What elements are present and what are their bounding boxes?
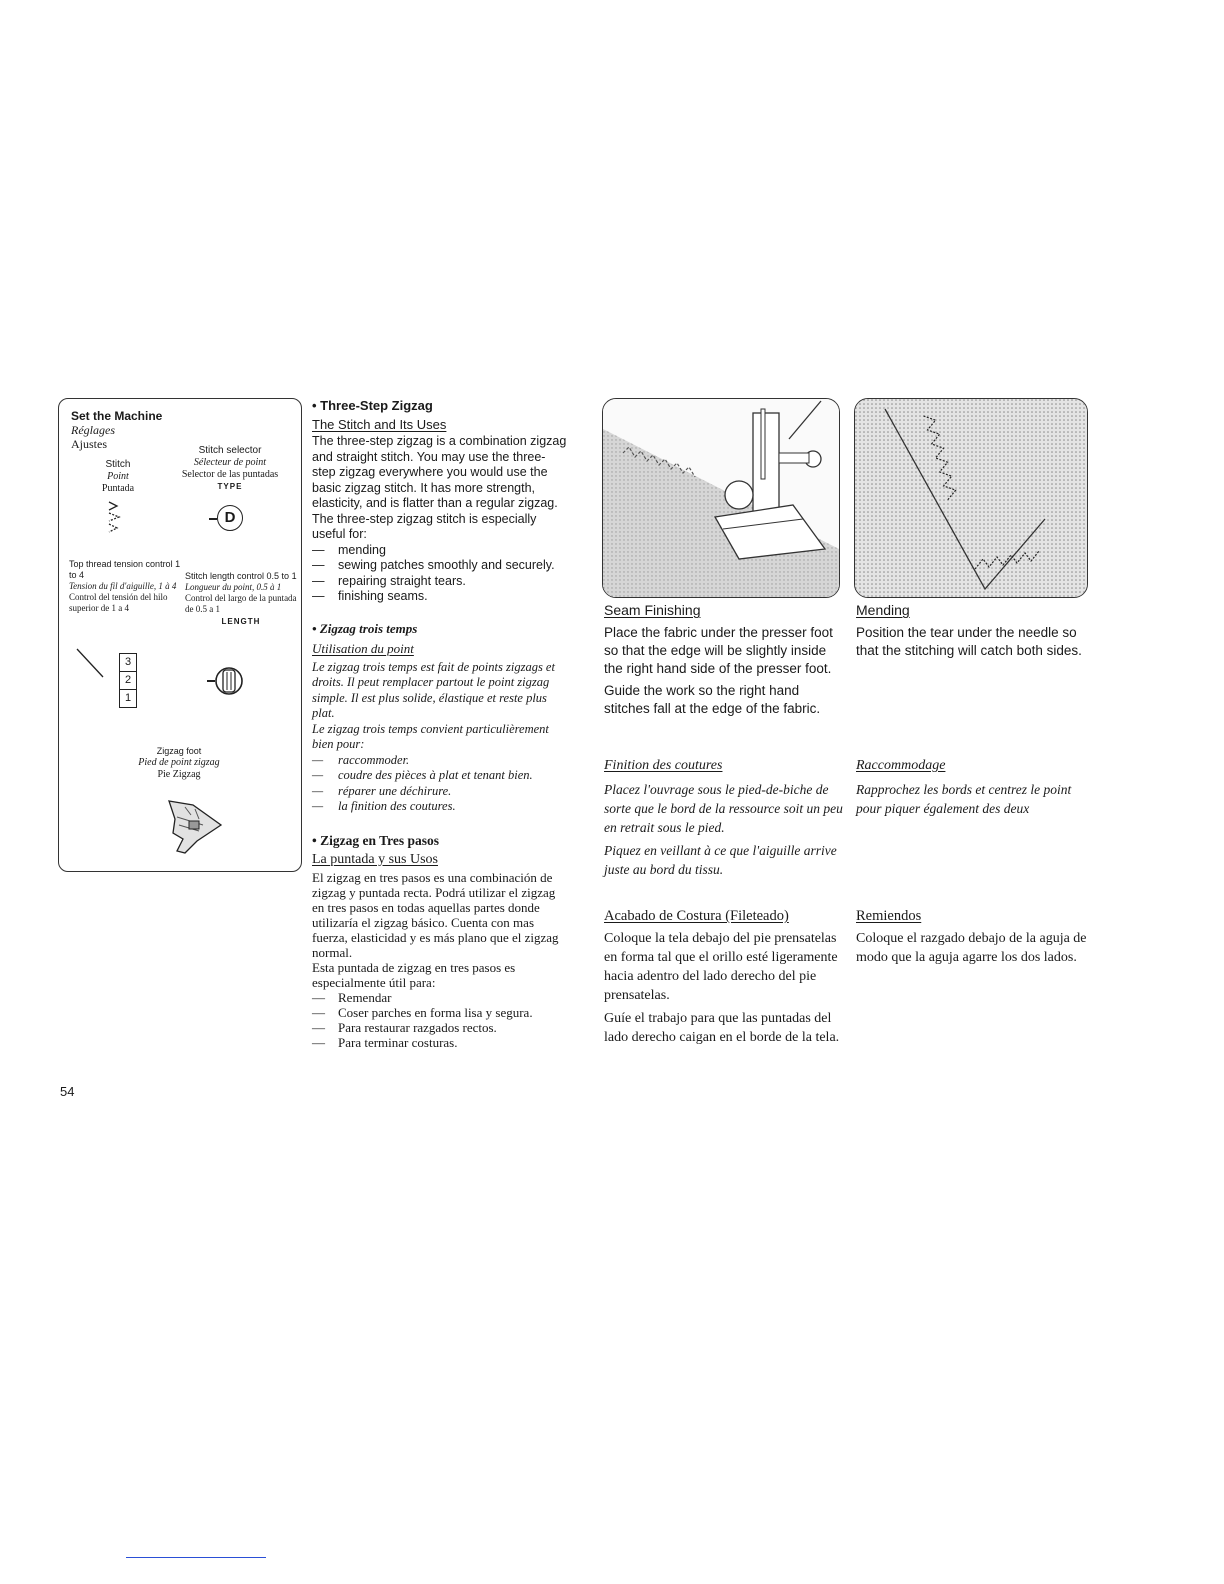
seam-para2-fr: Piquez en veillant à ce que l'aiguille arrive juste au bord du tissu.: [604, 843, 837, 877]
three-step-zigzag-column: [312, 398, 568, 1050]
seam-finishing-fr: [604, 758, 844, 879]
settings-title-es: Ajustes: [71, 437, 107, 451]
mending-para1-en: Position the tear under the needle so that the stitching will catch both sides.: [856, 625, 1082, 658]
length-label-fr: Longueur du point, 0.5 à 1: [185, 582, 282, 592]
mending-title-fr: Raccommodage: [856, 758, 946, 773]
foot-label: [99, 745, 259, 781]
length-label: [185, 571, 297, 627]
seam-para1-en: Place the fabric under the presser foot so that the edge will be slightly inside the right hand side of the presser foot.: [604, 625, 833, 676]
stitch-label-fr: Point: [107, 471, 129, 482]
tension-value-1: 1: [119, 690, 137, 708]
para1-fr: Le zigzag trois temps est fait de points zigzags et droits. Il peut remplacer partout le point zigzag simple. Il est plus solide, élastique et reste plus plat.: [312, 659, 555, 720]
mending-title-es: Remiendos: [856, 908, 922, 924]
list-item: — sewing patches smoothly and securely.: [312, 558, 568, 574]
list-item: — Coser parches en forma lisa y segura.: [312, 1005, 568, 1020]
para1-en: The three-step zigzag is a combination zigzag and straight stitch. You may use the three-step zigzag everywhere you would use the basic zigzag stitch. It has more strength, elasticity, and is flatter than a regular zigzag.: [312, 434, 567, 510]
seam-finishing-en: [604, 602, 844, 718]
list-item: — finishing seams.: [312, 589, 568, 605]
heading-es: • Zigzag en Tres pasos: [312, 832, 439, 848]
para2-fr: Le zigzag trois temps convient particulièrement bien pour:: [312, 721, 549, 751]
length-dial-icon: [207, 663, 251, 699]
heading-fr: • Zigzag trois temps: [312, 620, 418, 636]
length-caption: LENGTH: [221, 617, 261, 626]
tension-label-es: Control del tensión del hilo superior de 1 a 4: [69, 592, 168, 613]
list-item: — Remendar: [312, 990, 568, 1005]
heading-es-text: Zigzag en Tres pasos: [320, 832, 439, 848]
selector-label-es: Selector de las puntadas: [181, 469, 279, 480]
seam-title-en: Seam Finishing: [604, 602, 701, 618]
tension-label-fr: Tension du fil d'aiguille, 1 à 4: [69, 581, 177, 591]
list-item: — coudre des pièces à plat et tenant bien.: [312, 768, 568, 784]
subheading-fr: Utilisation du point: [312, 640, 414, 656]
seam-para1-es: Coloque la tela debajo del pie prensatelas en forma tal que el orillo esté ligeramente hacia adentro del lado derecho del pie prensatelas.: [604, 931, 838, 1003]
seam-para1-fr: Placez l'ouvrage sous le pied-de-biche de sorte que le bord de la ressource soit un peu en retrait sous le pied.: [604, 782, 843, 835]
tension-value-3: 3: [119, 653, 137, 672]
list-item: — raccommoder.: [312, 753, 568, 769]
para2-es: Esta puntada de zigzag en tres pasos es especialmente útil para:: [312, 959, 516, 990]
mending-es: [856, 908, 1096, 967]
stitch-selector-label: [165, 445, 295, 493]
tension-label-en: Top thread tension control 1 to 4: [69, 559, 181, 580]
length-label-en: Stitch length control 0.5 to 1: [185, 571, 297, 581]
para1-es: El zigzag en tres pasos es una combinación de zigzag y puntada recta. Podrá utilizar el zigzag en tres pasos en todas aquellas partes donde utilizaría el zigzag básico. Cuenta con mas fuerza, elasticidad y es más plano que el zigzag normal.: [312, 869, 559, 960]
seam-title-fr: Finition des coutures: [604, 758, 723, 773]
foot-label-fr: Pied de point zigzag: [138, 757, 220, 768]
stitch-selector-dial: [209, 501, 245, 537]
mending-fr: [856, 758, 1096, 818]
para2-en: The three-step zigzag stitch is especially useful for:: [312, 511, 537, 541]
machine-settings-box: [58, 398, 302, 872]
selector-value: D: [217, 505, 243, 531]
stitch-label: [79, 459, 157, 495]
stitch-label-es: Puntada: [101, 483, 135, 494]
page-number: 54: [60, 1084, 75, 1099]
tension-value-2: 2: [119, 672, 137, 690]
three-step-zigzag-icon: [103, 499, 129, 533]
mending-para1-es: Coloque el razgado debajo de la aguja de modo que la aguja agarre los dos lados.: [856, 931, 1087, 965]
heading-fr-text: Zigzag trois temps: [319, 620, 418, 636]
subheading-es: La puntada y sus Usos: [312, 851, 438, 867]
subheading-en: The Stitch and Its Uses: [312, 417, 447, 432]
mending-illustration: [854, 398, 1088, 598]
mending-en: [856, 602, 1096, 660]
uses-list-en: [312, 543, 568, 605]
seam-title-es: Acabado de Costura (Fileteado): [604, 908, 789, 924]
list-item: — mending: [312, 543, 568, 559]
selector-label-en: Stitch selector: [198, 445, 262, 456]
foot-label-es: Pie Zigzag: [157, 769, 201, 780]
presser-foot-fabric-icon: [603, 399, 839, 597]
stitch-label-en: Stitch: [105, 459, 131, 470]
uses-list-es: [312, 990, 568, 1050]
list-item: — Para restaurar razgados rectos.: [312, 1020, 568, 1035]
mending-title-en: Mending: [856, 602, 910, 618]
mending-tear-icon: [855, 399, 1087, 597]
type-label: TYPE: [217, 482, 243, 491]
zigzag-foot-icon: [163, 795, 227, 857]
heading-en-text: Three-Step Zigzag: [320, 398, 433, 413]
length-label-es: Control del largo de la puntada de 0.5 a 1: [185, 593, 297, 614]
tension-label: [69, 559, 181, 614]
list-item: — repairing straight tears.: [312, 574, 568, 590]
heading-en: • Three-Step Zigzag: [312, 398, 433, 413]
uses-list-fr: [312, 753, 568, 815]
seam-finishing-illustration: [602, 398, 840, 598]
bottom-rule: [126, 1557, 266, 1558]
list-item: — réparer une déchirure.: [312, 784, 568, 800]
seam-finishing-es: [604, 908, 844, 1047]
tension-dial: [119, 653, 137, 708]
tension-control-pointer-icon: [75, 647, 155, 719]
settings-title-fr: Réglages: [71, 423, 115, 437]
selector-label-fr: Sélecteur de point: [193, 457, 267, 468]
list-item: — Para terminar costuras.: [312, 1035, 568, 1050]
settings-title-en: Set the Machine: [71, 409, 163, 423]
list-item: — la finition des coutures.: [312, 799, 568, 815]
mending-para1-fr: Rapprochez les bords et centrez le point pour piquer également des deux: [856, 782, 1072, 816]
seam-para2-es: Guíe el trabajo para que las puntadas del lado derecho caigan en el borde de la tela.: [604, 1011, 840, 1045]
seam-para2-en: Guide the work so the right hand stitches fall at the edge of the fabric.: [604, 683, 821, 716]
foot-label-en: Zigzag foot: [156, 746, 202, 756]
